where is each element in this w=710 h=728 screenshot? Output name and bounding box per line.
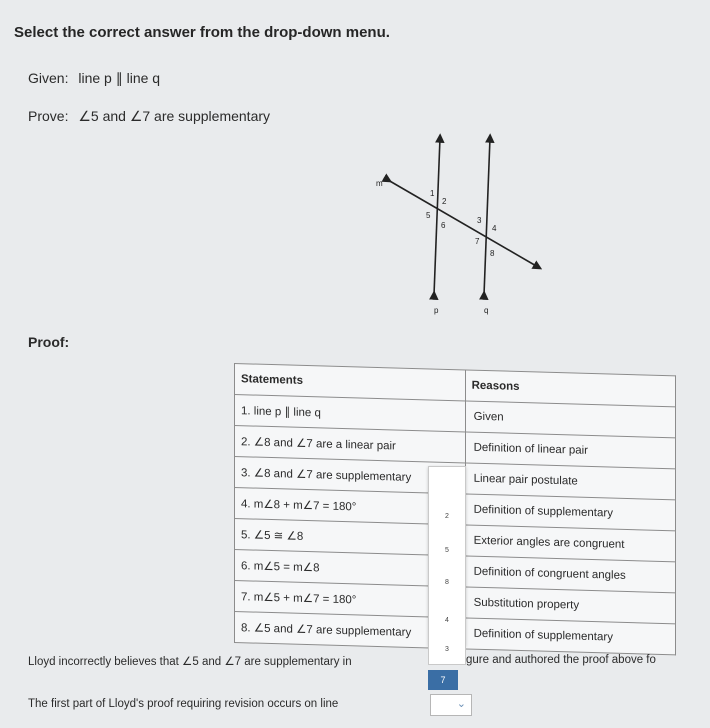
label-m: m: [376, 179, 383, 188]
angle-7-label: 7: [475, 237, 480, 246]
dropdown-option[interactable]: 8: [445, 579, 449, 586]
reason-cell: Definition of supplementary: [465, 618, 675, 655]
dropdown-option[interactable]: 3: [445, 646, 449, 653]
statement-cell: 6. m∠5 = m∠8: [235, 550, 466, 587]
reason-cell: Exterior angles are congruent: [465, 525, 675, 562]
prove-label: Prove:: [28, 108, 69, 124]
label-p: p: [434, 306, 439, 315]
line-answer-select[interactable]: [430, 694, 472, 716]
line-number-dropdown-list: [428, 466, 466, 646]
label-q: q: [484, 306, 489, 315]
question-sentence-1-start: Lloyd incorrectly believes that ∠5 and ∠7 are supplementary in: [28, 656, 352, 668]
question-sentence-2: The first part of Lloyd's proof requiring revision occurs on line: [28, 698, 339, 710]
statements-header: Statements: [235, 364, 466, 401]
parallel-lines-figure: [360, 130, 550, 325]
given-label: Given:: [28, 70, 69, 86]
dropdown-option[interactable]: 2: [445, 513, 449, 520]
reason-cell: Linear pair postulate: [465, 463, 675, 500]
reason-cell: Given: [465, 401, 675, 438]
given-text: line p ∥ line q: [78, 70, 161, 86]
line-p: [434, 138, 440, 295]
reason-cell: Definition of supplementary: [465, 494, 675, 531]
chevron-down-icon: ⌄: [456, 698, 466, 710]
transversal-m: [388, 180, 538, 267]
statement-cell: 3. ∠8 and ∠7 are supplementary: [235, 457, 466, 494]
prove-statement: [28, 108, 270, 125]
statement-cell: 8. ∠5 and ∠7 are supplementary: [235, 612, 466, 649]
reasons-header: Reasons: [465, 370, 675, 407]
angle-2-label: 2: [442, 197, 447, 206]
question-sentence-1-end: gure and authored the proof above fo: [466, 654, 656, 666]
statement-cell: 4. m∠8 + m∠7 = 180°: [235, 488, 466, 525]
proof-label: Proof:: [28, 334, 70, 350]
angle-8-label: 8: [490, 249, 495, 258]
reason-cell: Definition of congruent angles: [465, 556, 675, 593]
prove-text: ∠5 and ∠7 are supplementary: [78, 108, 271, 124]
angle-4-label: 4: [492, 224, 497, 233]
angle-1-label: 1: [430, 189, 435, 198]
reason-cell: Substitution property: [465, 587, 675, 624]
reason-cell: Definition of linear pair: [465, 432, 675, 469]
statement-cell: 1. line p ∥ line q: [235, 395, 466, 432]
angle-6-label: 6: [441, 221, 446, 230]
statement-cell: 5. ∠5 ≅ ∠8: [235, 519, 466, 556]
statement-cell: 7. m∠5 + m∠7 = 180°: [235, 581, 466, 618]
instruction-text: Select the correct answer from the drop-down menu.: [14, 24, 390, 41]
given-statement: [28, 70, 160, 87]
dropdown-option[interactable]: 4: [445, 617, 449, 624]
dropdown-option-area: [428, 640, 466, 665]
dropdown-option[interactable]: 5: [445, 547, 449, 554]
statement-cell: 2. ∠8 and ∠7 are a linear pair: [235, 426, 466, 463]
angle-3-label: 3: [477, 216, 482, 225]
dropdown-selected-option[interactable]: 7: [428, 670, 458, 690]
line-q: [484, 138, 490, 295]
angle-5-label: 5: [426, 211, 431, 220]
